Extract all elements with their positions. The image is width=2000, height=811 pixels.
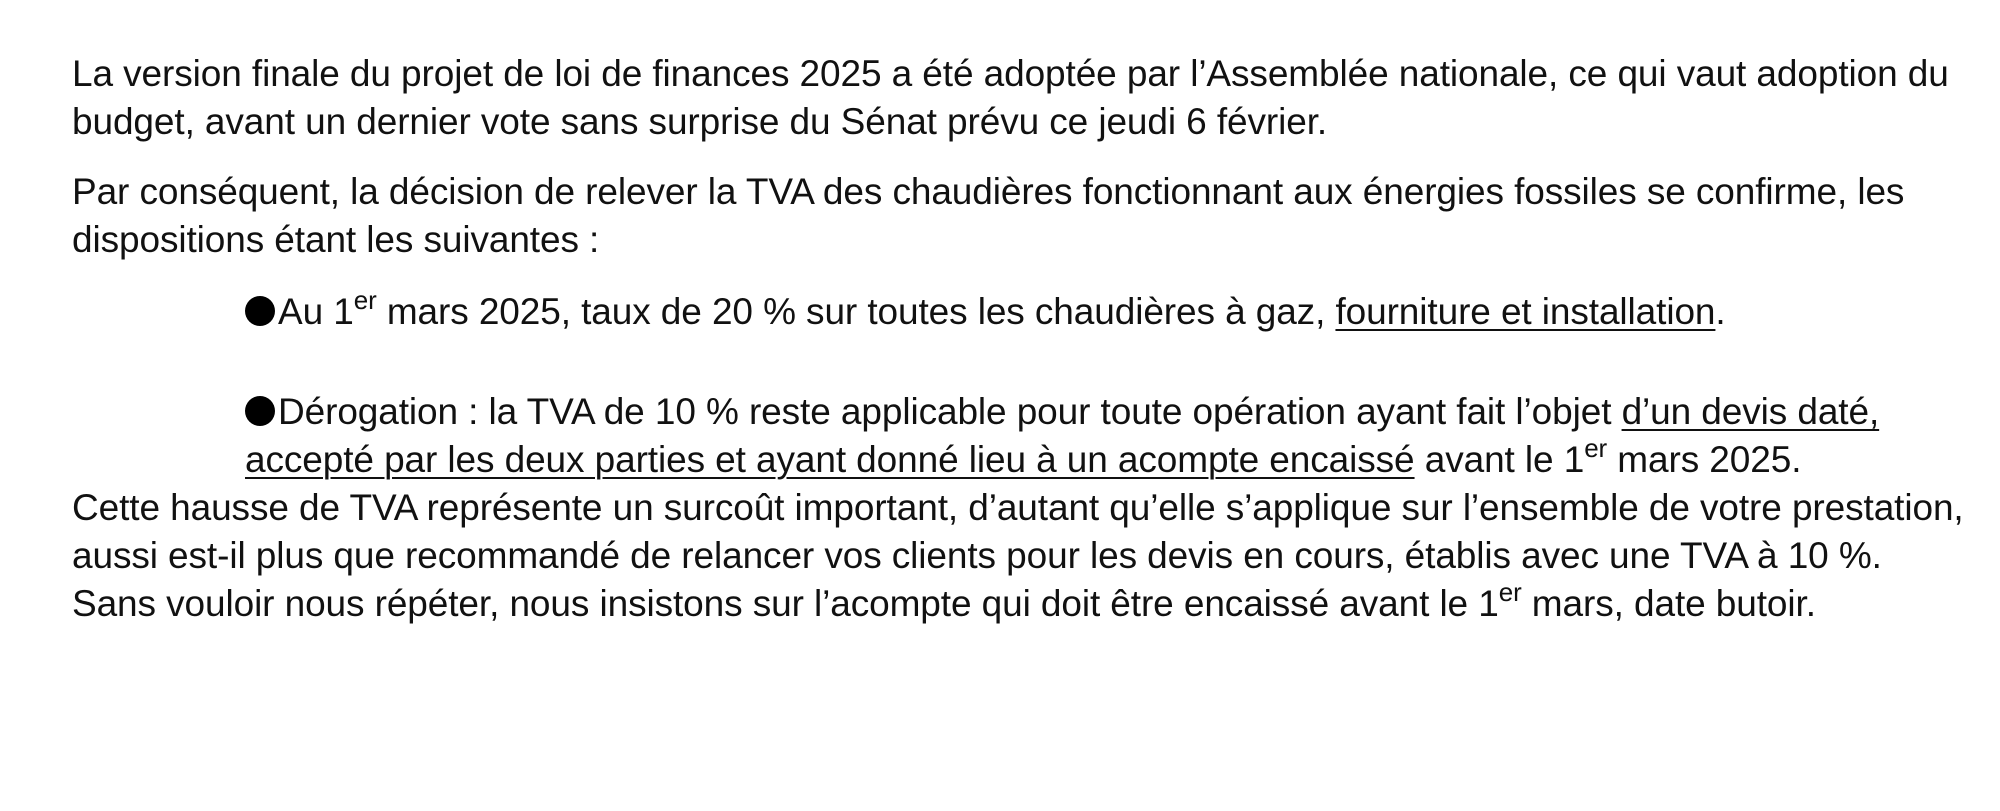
closing-paragraph: [72, 484, 1972, 628]
underlined-text: d’un devis daté, accepté par les deux parties et ayant donné lieu à un acompte encaissé: [245, 391, 1880, 480]
list-item-derogation: [245, 388, 1972, 484]
list-item-text: mars 2025, taux de 20 % sur toutes les chaudières à gaz,: [376, 291, 1336, 332]
superscript-er: er: [1584, 433, 1608, 463]
closing-suffix: mars, date butoir.: [1521, 583, 1816, 624]
superscript-er: er: [353, 285, 377, 315]
document-body: [72, 50, 1972, 628]
list-item-text: avant le 1: [1414, 439, 1585, 480]
list-item-taux-20: [245, 285, 1972, 336]
intro-paragraph: La version finale du projet de loi de finances 2025 a été adoptée par l’Assemblée nationale, ce qui vaut adoption du budget, avant un dernier vote sans surprise du Sénat prévu ce jeudi 6 février.: [72, 53, 1949, 142]
list-item-text: Dérogation : la TVA de 10 % reste applicable pour toute opération ayant fait l’objet: [278, 391, 1622, 432]
list-item-text: .: [1715, 291, 1726, 332]
dispositions-list: [245, 285, 1972, 484]
list-item-text: Au 1: [278, 291, 354, 332]
list-item-text: mars 2025.: [1607, 439, 1802, 480]
superscript-er: er: [1498, 577, 1522, 607]
closing-text: Cette hausse de TVA représente un surcoût important, d’autant qu’elle s’applique sur l’ensemble de votre prestation, aussi est-il plus que recommandé de relancer vos clients pour les devis en cours, établis avec une TVA à 10 %. Sans vouloir nous répéter, nous insistons sur l’acompte qui doit être encaissé avant le 1: [72, 487, 1964, 624]
underlined-text: fourniture et installation: [1335, 291, 1716, 332]
filled-circle-bullet-icon: [245, 296, 275, 326]
filled-circle-bullet-icon: [245, 396, 275, 426]
consequence-paragraph: Par conséquent, la décision de relever la TVA des chaudières fonctionnant aux énergies fossiles se confirme, les dispositions étant les suivantes :: [72, 171, 1905, 260]
